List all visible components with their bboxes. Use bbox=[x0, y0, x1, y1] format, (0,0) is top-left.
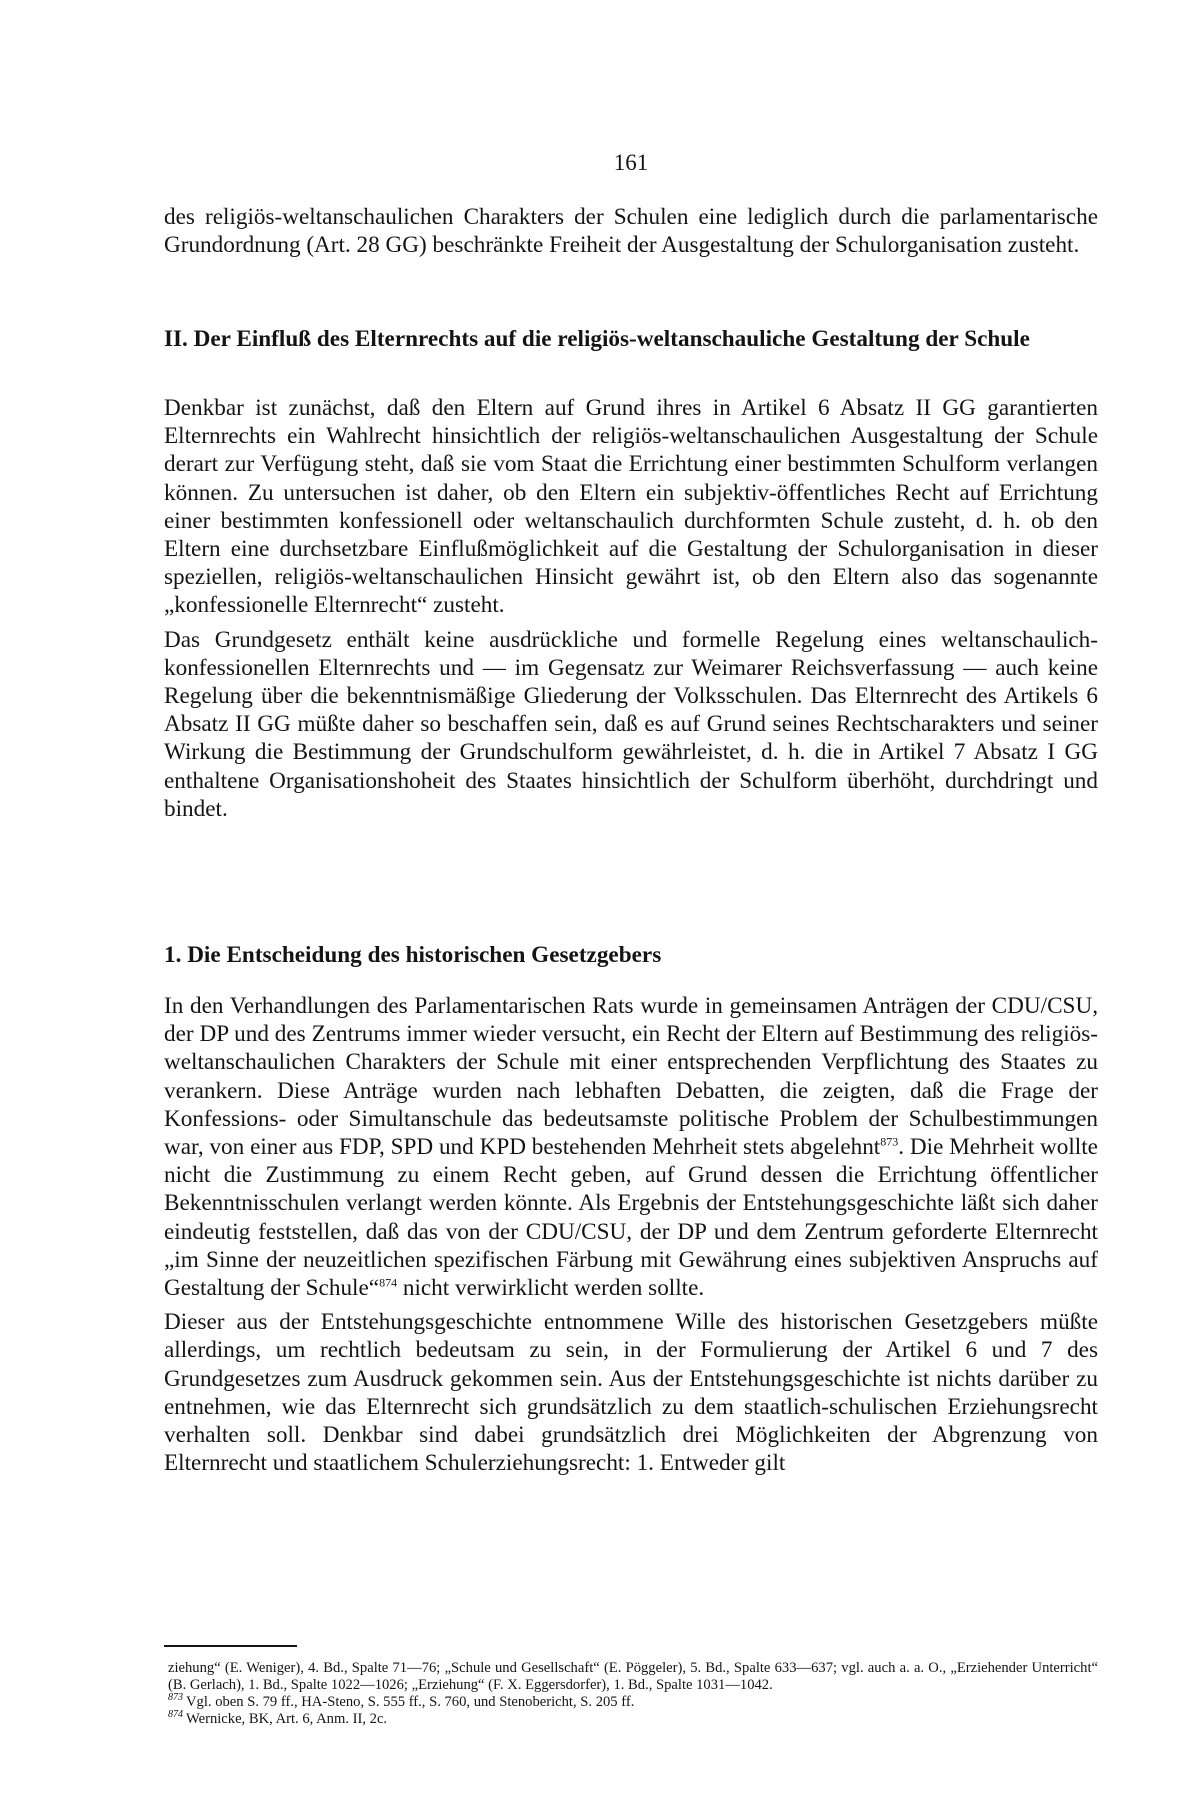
paragraph bbox=[164, 992, 1098, 1302]
paragraph-text: nicht verwirklicht werden sollte. bbox=[397, 1275, 705, 1302]
paragraph-text: In den Verhandlungen des Parlamentarischen Rats wurde in gemeinsamen Anträgen der CDU/CSU, der DP und des Zentrums immer wieder versucht, ein Recht der Eltern auf Bestimmung des religiös-weltanschaulichen Charakters der Schule mit einer entsprechenden Verpflichtung des Staates zu verankern. Diese Anträge wurden nach lebhaften Debatten, die zeigten, daß die Frage der Konfessions- oder Simultanschule das bedeutsamste politische Problem der Schulbestimmungen war, von einer aus FDP, SPD und KPD bestehenden Mehrheit stets abgelehnt bbox=[164, 993, 1098, 1161]
footnote-reference: 873 bbox=[880, 1134, 899, 1149]
page-number: 161 bbox=[613, 150, 649, 175]
subsection-heading-1: 1. Die Entscheidung des historischen Gesetzgebers bbox=[164, 942, 662, 968]
footnotes bbox=[168, 1660, 1098, 1728]
footnote-873 bbox=[168, 1694, 1098, 1711]
footnote-text: Wernicke, BK, Art. 6, Anm. II, 2c. bbox=[186, 1711, 388, 1727]
intro-paragraph: des religiös-weltanschaulichen Charakters der Schulen eine lediglich durch die parlamentarische Grundordnung (Art. 28 GG) beschränkte Freiheit der Ausgestaltung der Schulorganisation zusteht. bbox=[164, 204, 1098, 259]
footnote-divider bbox=[164, 1645, 297, 1647]
subsection-1-body bbox=[164, 992, 1098, 1477]
section-heading-ii: II. Der Einfluß des Elternrechts auf die religiös-weltanschauliche Gestaltung der Schule bbox=[164, 326, 1030, 352]
paragraph: Dieser aus der Entstehungsgeschichte entnommene Wille des historischen Gesetzgebers müßte allerdings, um rechtlich bedeutsam zu sein, in der Formulierung der Artikel 6 und 7 des Grundgesetzes zum Ausdruck gekommen sein. Aus der Entstehungsgeschichte ist nichts darüber zu entnehmen, wie das Elternrecht sich grundsätzlich zu dem staatlich-schulischen Erziehungsrecht verhalten soll. Denkbar sind dabei grundsätzlich drei Möglichkeiten der Abgrenzung von Elternrecht und staatlichem Schulerziehungsrecht: 1. Entweder gilt bbox=[164, 1309, 1098, 1477]
footnote-text: Vgl. oben S. 79 ff., HA-Steno, S. 555 ff., S. 760, und Stenobericht, S. 205 ff. bbox=[186, 1694, 635, 1710]
footnote-marker: 873 bbox=[168, 1692, 183, 1704]
footnote-marker: 874 bbox=[168, 1709, 183, 1721]
footnote-874 bbox=[168, 1711, 1098, 1728]
footnote-continuation: ziehung“ (E. Weniger), 4. Bd., Spalte 71—76; „Schule und Gesellschaft“ (E. Pöggeler), 5. Bd., Spalte 633—637; vgl. auch a. a. O., „Erziehender Unterricht“ (B. Gerlach), 1. Bd., Spalte 1022—1026; „Erziehung“ (F. X. Eggersdorfer), 1. Bd., Spalte 1031—1042. bbox=[168, 1660, 1098, 1693]
paragraph-text: . Die Mehrheit wollte nicht die Zustimmung zu einem Recht geben, auf Grund dessen die Errichtung öffentlicher Bekenntnisschulen verlangt werden könnte. Als Ergebnis der Entstehungsgeschichte läßt sich daher eindeutig feststellen, daß das von der CDU/CSU, der DP und dem Zentrum geforderte Elternrecht „im Sinne der neuzeitlichen spezifischen Färbung mit Gewährung eines subjektiven Anspruchs auf Gestaltung der Schule“ bbox=[164, 1134, 1098, 1302]
paragraph: Denkbar ist zunächst, daß den Eltern auf Grund ihres in Artikel 6 Absatz II GG garantierten Elternrechts ein Wahlrecht hinsichtlich der religiös-weltanschaulichen Ausgestaltung der Schule derart zur Verfügung steht, daß sie vom Staat die Errichtung einer bestimmten Schulform verlangen können. Zu untersuchen ist daher, ob den Eltern ein subjektiv-öffentliches Recht auf Errichtung einer bestimmten konfessionell oder weltanschaulich durchformten Schule zusteht, d. h. ob den Eltern eine durchsetzbare Einflußmöglichkeit auf die Gestaltung der Schulorganisation in dieser speziellen, religiös-weltanschaulichen Hinsicht gewährt ist, ob den Eltern also das sogenannte „konfessionelle Elternrecht“ zusteht. bbox=[164, 395, 1098, 619]
paragraph: Das Grundgesetz enthält keine ausdrückliche und formelle Regelung eines weltanschaulich-konfessionellen Elternrechts und — im Gegensatz zur Weimarer Reichsverfassung — auch keine Regelung über die bekenntnismäßige Gliederung der Volksschulen. Das Elternrecht des Artikels 6 Absatz II GG müßte daher so beschaffen sein, daß es auf Grund seines Rechtscharakters und seiner Wirkung die Bestimmung der Grundschulform gewährleistet, d. h. die in Artikel 7 Absatz I GG enthaltene Organisationshoheit des Staates hinsichtlich der Schulform überhöht, durchdringt und bindet. bbox=[164, 626, 1098, 822]
section-ii-body bbox=[164, 394, 1098, 823]
footnote-reference: 874 bbox=[379, 1275, 398, 1290]
